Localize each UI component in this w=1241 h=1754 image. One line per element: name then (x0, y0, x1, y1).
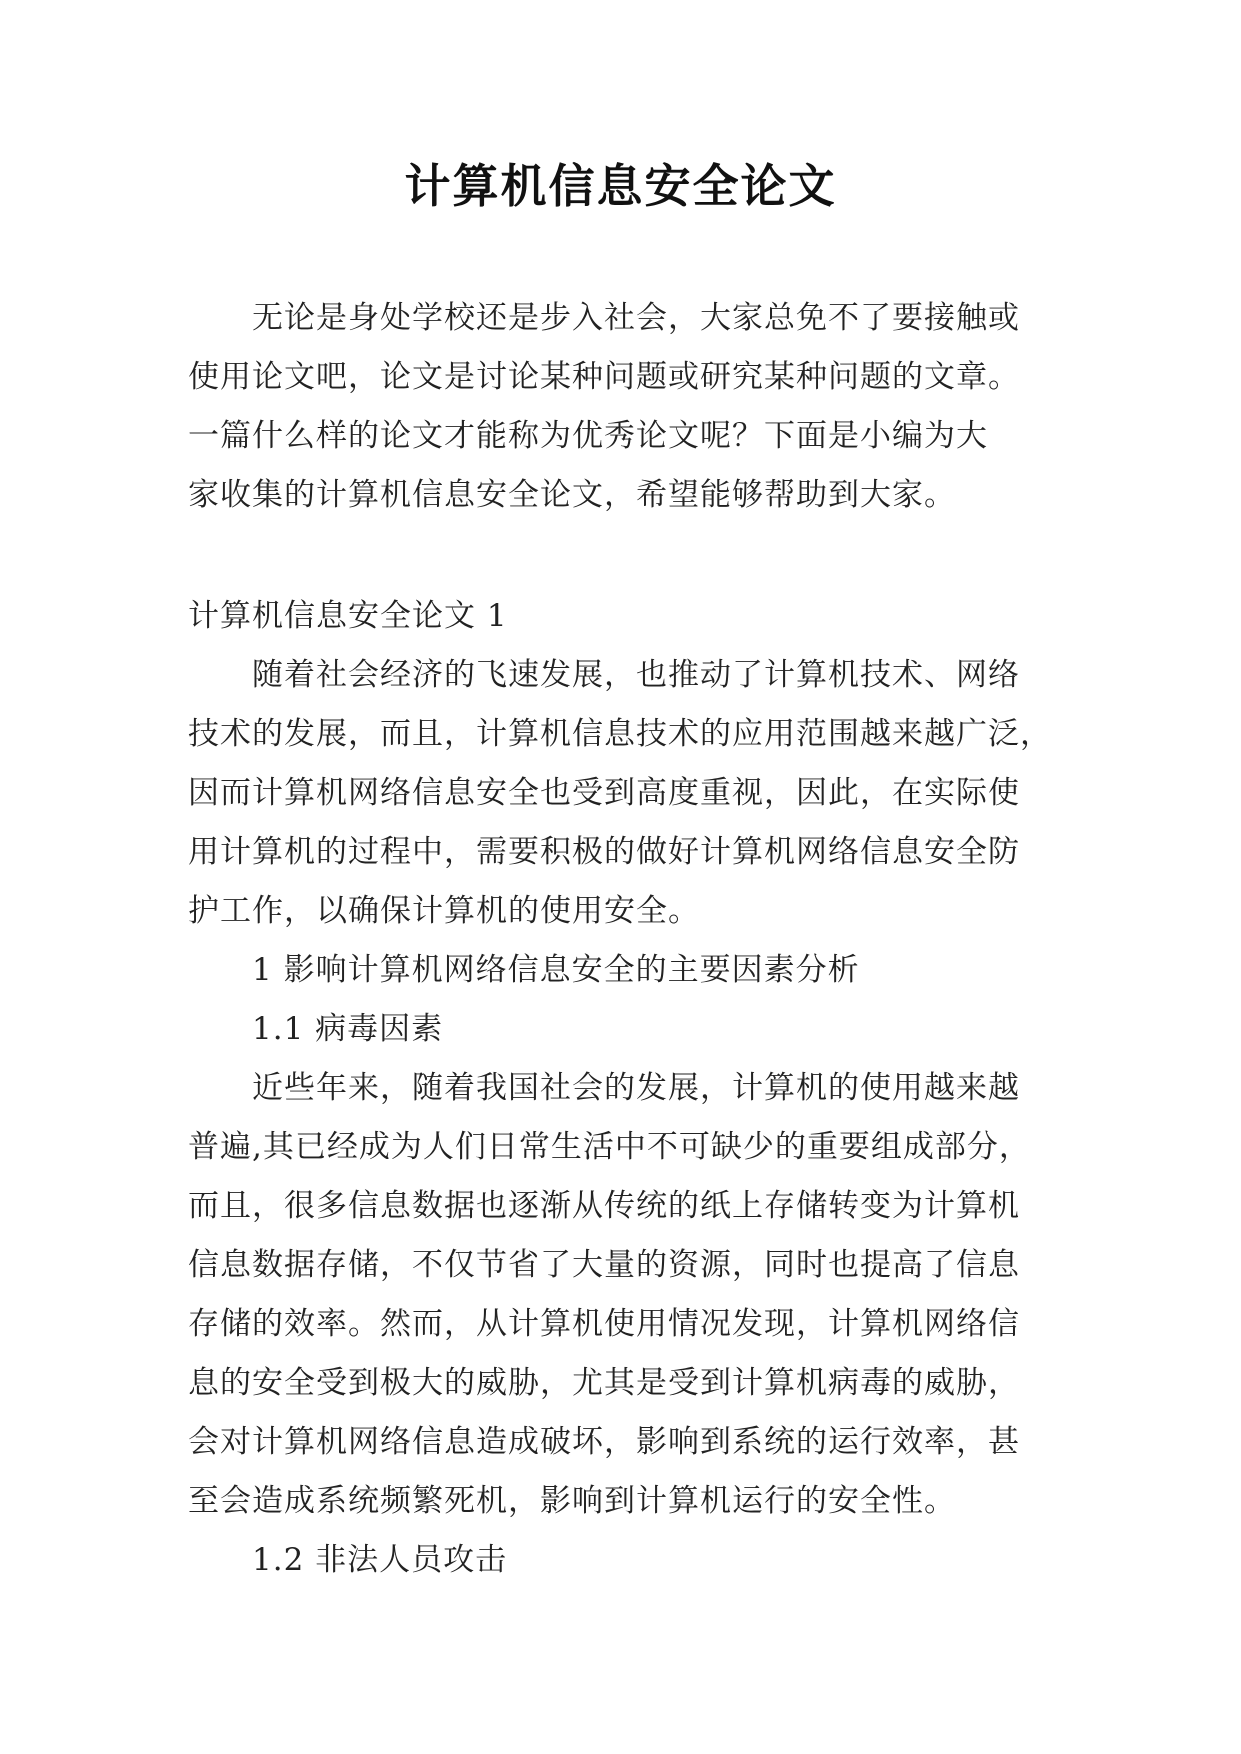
paragraph-line: 至会造成系统频繁死机，影响到计算机运行的安全性。 (188, 1483, 956, 1519)
heading-1: 1 影响计算机网络信息安全的主要因素分析 (252, 952, 860, 988)
paragraph-line: 普遍,其已经成为人们日常生活中不可缺少的重要组成部分， (188, 1129, 1031, 1165)
paragraph-line: 存储的效率。然而，从计算机使用情况发现，计算机网络信 (188, 1306, 1020, 1342)
intro-line: 无论是身处学校还是步入社会，大家总免不了要接触或 (252, 300, 1020, 336)
intro-line: 家收集的计算机信息安全论文，希望能够帮助到大家。 (188, 477, 956, 513)
intro-line: 使用论文吧，论文是讨论某种问题或研究某种问题的文章。 (188, 359, 1020, 395)
paragraph-line: 因而计算机网络信息安全也受到高度重视，因此，在实际使 (188, 775, 1020, 811)
section-heading: 计算机信息安全论文 1 (188, 598, 508, 634)
document-body (188, 289, 1058, 1590)
heading-1-2: 1.2 非法人员攻击 (252, 1542, 508, 1578)
document-title: 计算机信息安全论文 (404, 159, 837, 213)
paragraph-line: 近些年来，随着我国社会的发展，计算机的使用越来越 (252, 1070, 1020, 1106)
paragraph-line: 会对计算机网络信息造成破坏，影响到系统的运行效率，甚 (188, 1424, 1020, 1460)
paragraph-line: 护工作，以确保计算机的使用安全。 (188, 893, 700, 929)
paragraph-line: 用计算机的过程中，需要积极的做好计算机网络信息安全防 (188, 834, 1020, 870)
intro-line: 一篇什么样的论文才能称为优秀论文呢？下面是小编为大 (188, 418, 988, 454)
paragraph-line: 息的安全受到极大的威胁，尤其是受到计算机病毒的威胁， (188, 1365, 1020, 1401)
intro-paragraph (188, 289, 1058, 525)
paragraph-line: 信息数据存储，不仅节省了大量的资源，同时也提高了信息 (188, 1247, 1020, 1283)
body-paragraph-2 (188, 1059, 1058, 1531)
paragraph-line: 而且，很多信息数据也逐渐从传统的纸上存储转变为计算机 (188, 1188, 1020, 1224)
paragraph-gap (188, 525, 1058, 587)
body-paragraph-1 (188, 646, 1058, 941)
paragraph-line: 技术的发展，而且，计算机信息技术的应用范围越来越广泛， (188, 716, 1052, 752)
heading-1-1: 1.1 病毒因素 (252, 1011, 444, 1047)
paragraph-line: 随着社会经济的飞速发展，也推动了计算机技术、网络 (252, 657, 1020, 693)
